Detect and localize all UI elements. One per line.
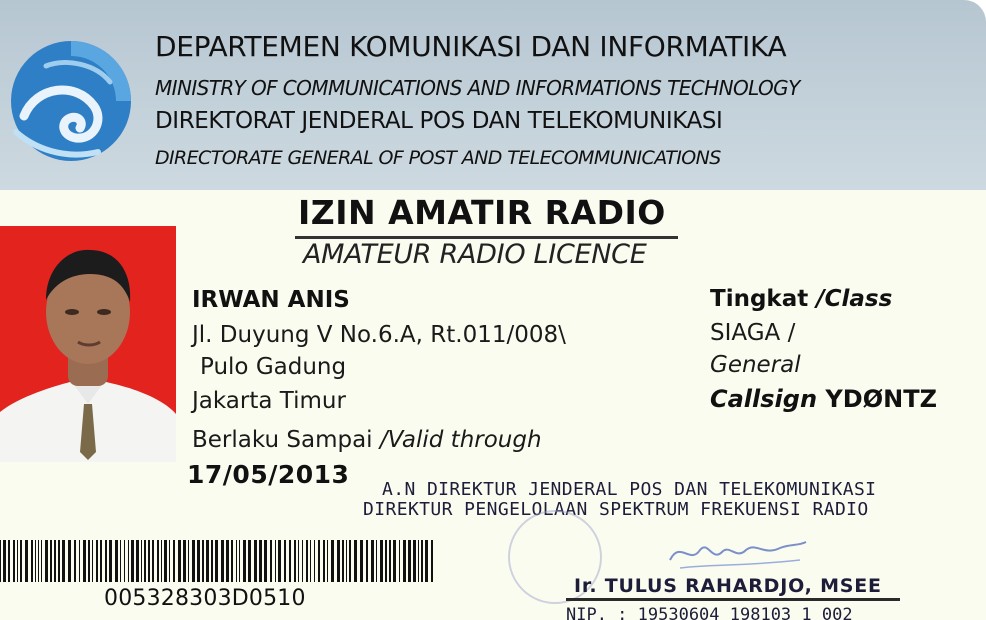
class-label <box>710 286 892 312</box>
license-title: IZIN AMATIR RADIO <box>298 193 666 232</box>
holder-address-line1: Jl. Duyung V No.6.A, Rt.011/008\ <box>192 322 566 348</box>
signatory-underline <box>566 598 900 601</box>
holder-name: IRWAN ANIS <box>192 287 350 313</box>
on-behalf-line1: A.N DIREKTUR JENDERAL POS DAN TELEKOMUNIKASI <box>382 479 877 500</box>
valid-through-date: 17/05/2013 <box>187 460 350 489</box>
barcode-icon <box>0 540 440 582</box>
barcode-number: 005328303D0510 <box>104 586 306 611</box>
directorate-name-en: DIRECTORATE GENERAL OF POST AND TELECOMMUNICATIONS <box>155 147 721 169</box>
ministry-name-en: MINISTRY OF COMMUNICATIONS AND INFORMATIONS TECHNOLOGY <box>155 76 800 100</box>
holder-photo <box>0 226 176 462</box>
directorate-name-id: DIREKTORAT JENDERAL POS DAN TELEKOMUNIKASI <box>155 108 723 134</box>
signatory-nip: NIP. : 19530604 198103 1 002 <box>566 605 853 620</box>
ministry-logo-icon <box>6 36 136 166</box>
ministry-name-id: DEPARTEMEN KOMUNIKASI DAN INFORMATIKA <box>155 30 787 63</box>
holder-address-line2: Pulo Gadung <box>200 354 347 380</box>
valid-label-id: Berlaku Sampai <box>192 427 373 453</box>
callsign <box>710 385 937 413</box>
class-value-line2: General <box>710 352 801 378</box>
class-label-en: /Class <box>816 286 893 312</box>
class-value-line1: SIAGA / <box>710 320 796 346</box>
signature-icon <box>660 520 810 580</box>
holder-address-line3: Jakarta Timur <box>192 388 346 414</box>
license-subtitle: AMATEUR RADIO LICENCE <box>303 239 647 270</box>
on-behalf-line2: DIREKTUR PENGELOLAAN SPEKTRUM FREKUENSI RADIO <box>363 499 869 520</box>
signatory-name: Ir. TULUS RAHARDJO, MSEE <box>574 575 882 597</box>
valid-through-label <box>192 427 542 453</box>
class-label-id: Tingkat <box>710 286 809 312</box>
card-header <box>0 0 986 190</box>
valid-label-en: /Valid through <box>379 427 542 453</box>
callsign-value: YDØNTZ <box>825 385 937 413</box>
callsign-label: Callsign <box>710 385 818 413</box>
